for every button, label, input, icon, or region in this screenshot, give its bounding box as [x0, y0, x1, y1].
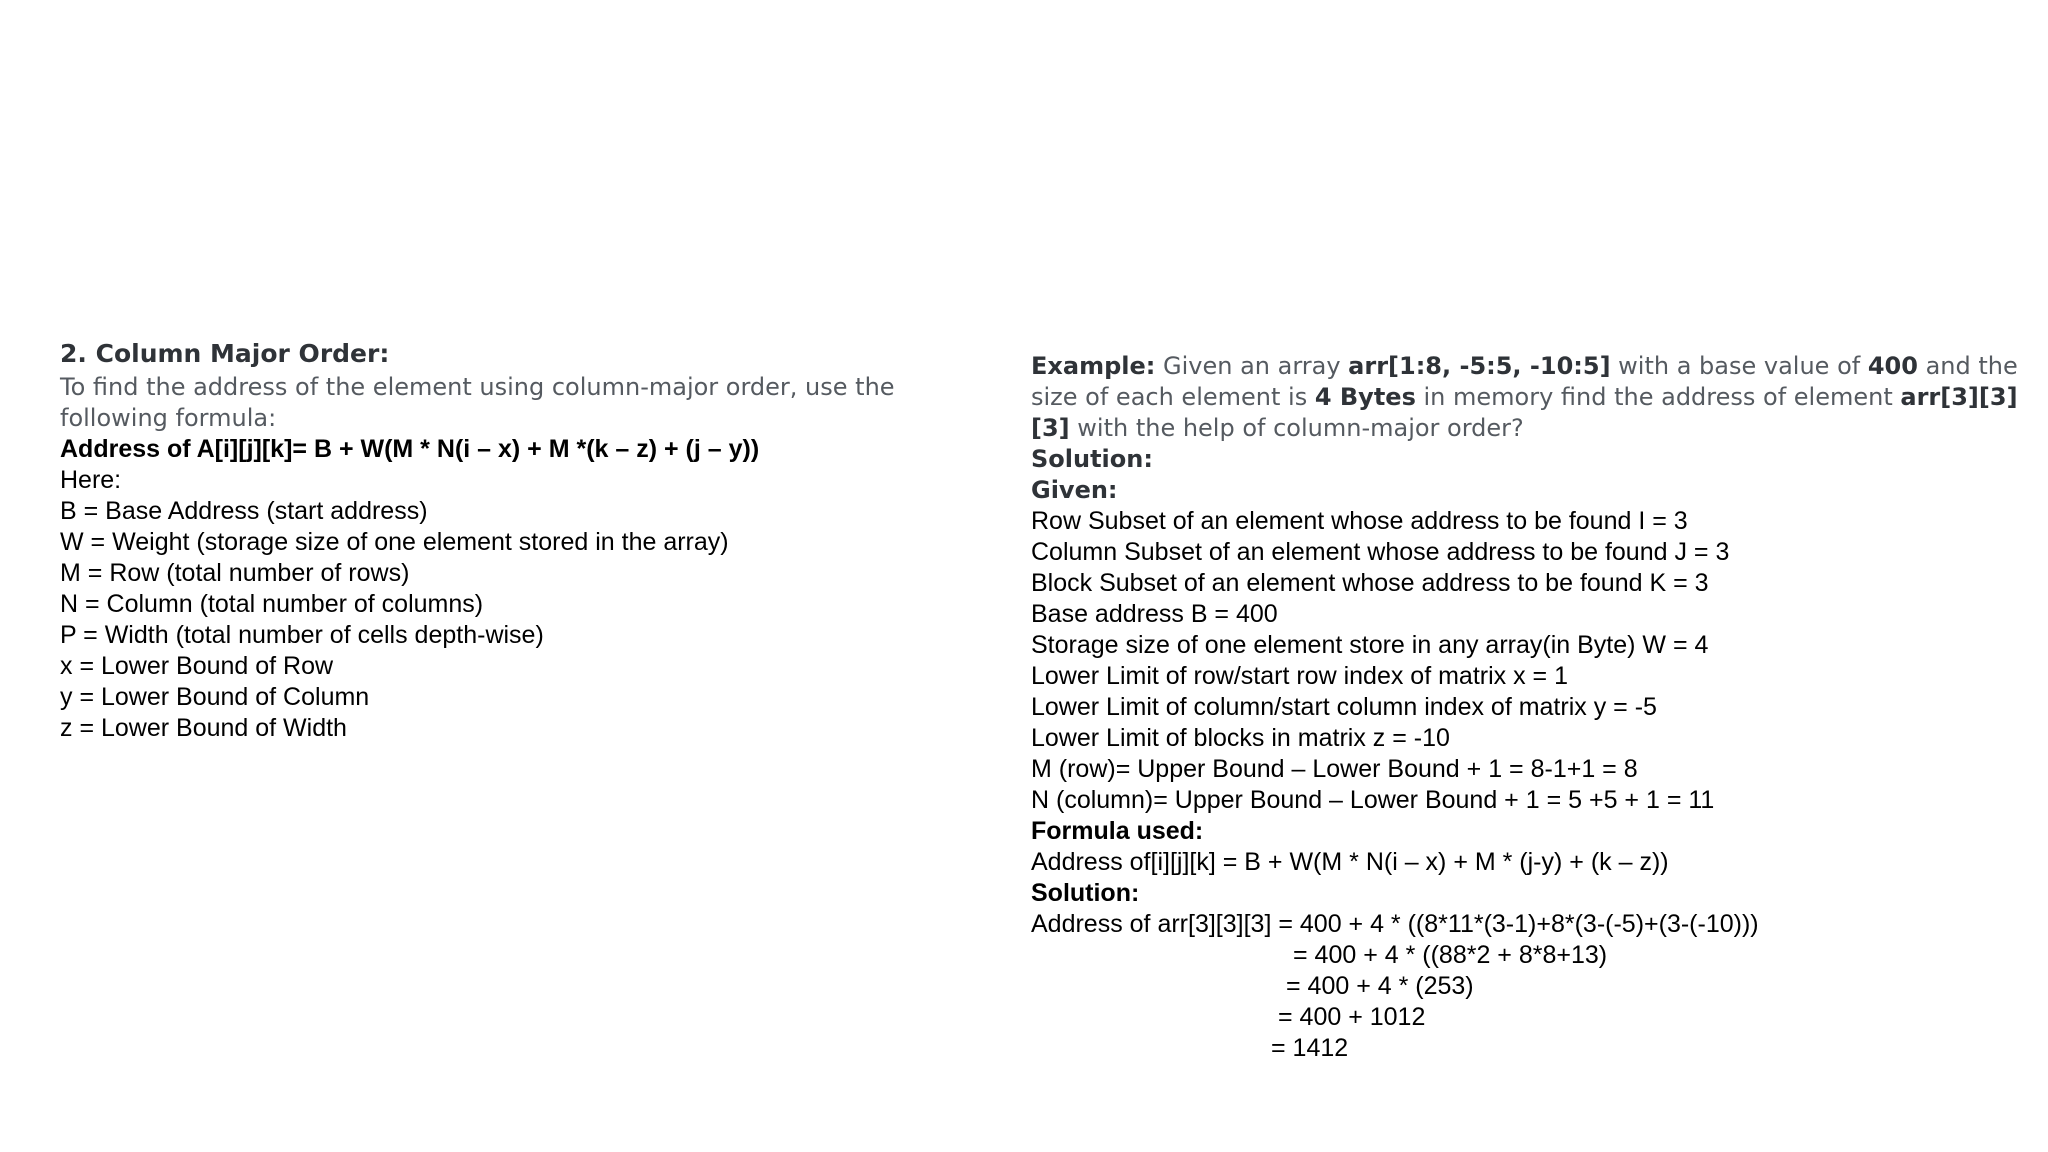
definition-item: P = Width (total number of cells depth-wise)	[60, 621, 544, 649]
column-major-section	[60, 336, 990, 744]
solution-label: Solution:	[1031, 445, 1153, 473]
given-item: Base address B = 400	[1031, 600, 1278, 628]
given-item: Column Subset of an element whose address to be found J = 3	[1031, 538, 1730, 566]
given-item: Row Subset of an element whose address to be found I = 3	[1031, 507, 1688, 535]
definition-item: M = Row (total number of rows)	[60, 559, 410, 587]
given-label: Given:	[1031, 476, 1118, 504]
example-text: with the help of column-major order?	[1069, 414, 1524, 442]
definition-item: B = Base Address (start address)	[60, 497, 428, 525]
given-item: Lower Limit of blocks in matrix z = -10	[1031, 724, 1450, 752]
example-base-value: 400	[1867, 352, 1918, 380]
address-formula: Address of A[i][j][k]= B + W(M * N(i – x) + M *(k – z) + (j – y))	[60, 435, 760, 463]
example-text: and the size of each element is	[1031, 352, 2018, 411]
given-item: N (column)= Upper Bound – Lower Bound + 1 = 5 +5 + 1 = 11	[1031, 786, 1715, 814]
example-target-element: arr[3][3][3]	[1031, 383, 2018, 442]
definition-item: y = Lower Bound of Column	[60, 683, 370, 711]
definition-item: z = Lower Bound of Width	[60, 714, 347, 742]
calc-step: = 400 + 4 * ((88*2 + 8*8+13)	[1293, 941, 1608, 969]
calc-step: = 400 + 4 * (253)	[1286, 972, 1474, 1000]
here-label: Here:	[60, 466, 122, 494]
solution-label-2: Solution:	[1031, 879, 1140, 907]
section-heading: 2. Column Major Order:	[60, 339, 390, 368]
given-item: Lower Limit of column/start column index of matrix y = -5	[1031, 693, 1657, 721]
intro-text: To find the address of the element using column-major order, use the following formula:	[60, 373, 895, 432]
definition-item: N = Column (total number of columns)	[60, 590, 484, 618]
example-array: arr[1:8, -5:5, -10:5]	[1348, 352, 1611, 380]
example-section	[1031, 351, 2021, 1064]
example-text: in memory find the address of element	[1415, 383, 1901, 411]
formula-used: Address of[i][j][k] = B + W(M * N(i – x) + M * (j-y) + (k – z))	[1031, 848, 1669, 876]
example-label: Example:	[1031, 352, 1156, 380]
example-element-size: 4 Bytes	[1314, 383, 1416, 411]
example-text: with a base value of	[1610, 352, 1868, 380]
calc-step: = 400 + 1012	[1278, 1003, 1426, 1031]
definition-item: x = Lower Bound of Row	[60, 652, 334, 680]
calc-step: Address of arr[3][3][3] = 400 + 4 * ((8*11*(3-1)+8*(3-(-5)+(3-(-10)))	[1031, 910, 1759, 938]
example-text: Given an array	[1155, 352, 1349, 380]
formula-used-label: Formula used:	[1031, 817, 1204, 845]
given-item: Storage size of one element store in any array(in Byte) W = 4	[1031, 631, 1709, 659]
given-item: Block Subset of an element whose address to be found K = 3	[1031, 569, 1709, 597]
example-paragraph	[1031, 351, 2021, 444]
definition-item: W = Weight (storage size of one element stored in the array)	[60, 528, 729, 556]
given-item: Lower Limit of row/start row index of matrix x = 1	[1031, 662, 1568, 690]
calc-step: = 1412	[1271, 1034, 1349, 1062]
given-item: M (row)= Upper Bound – Lower Bound + 1 = 8-1+1 = 8	[1031, 755, 1638, 783]
